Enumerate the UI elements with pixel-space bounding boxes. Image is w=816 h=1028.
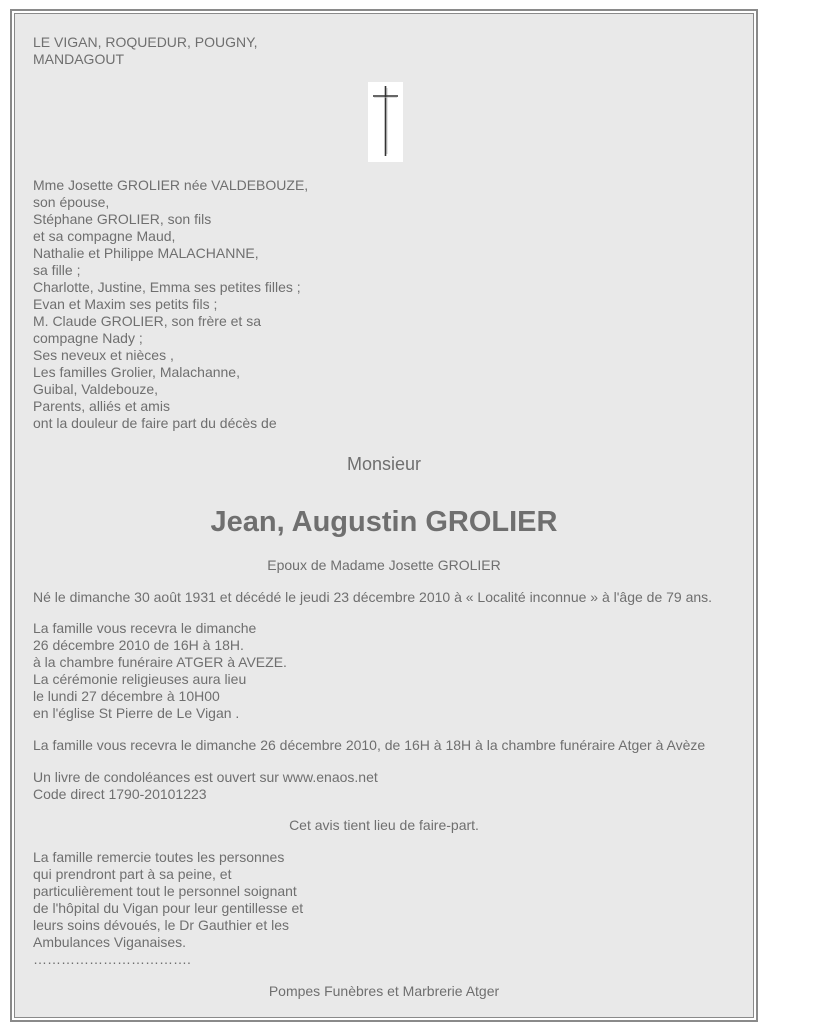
notice-panel	[14, 13, 754, 1018]
family-line: son épouse,	[33, 194, 110, 210]
family-line: Ses neveux et nièces ,	[33, 347, 174, 363]
family-line: Mme Josette GROLIER née VALDEBOUZE,	[33, 177, 309, 193]
dotted-separator: …………………………….	[33, 951, 191, 967]
ceremony-line: le lundi 27 décembre à 10H00	[33, 688, 220, 704]
family-line: sa fille ;	[33, 262, 81, 278]
family-line: Nathalie et Philippe MALACHANNE,	[33, 245, 259, 261]
family-line: M. Claude GROLIER, son frère et sa	[33, 313, 261, 329]
condolences-line: Un livre de condoléances est ouvert sur www.enaos.net	[33, 769, 378, 785]
family-line: ont la douleur de faire part du décès de	[33, 415, 277, 431]
locality-line: MANDAGOUT	[33, 51, 124, 67]
ceremony-line: à la chambre funéraire ATGER à AVEZE.	[33, 654, 287, 670]
family-line: Parents, alliés et amis	[33, 398, 170, 414]
thanks-line: particulièrement tout le personnel soignant	[33, 883, 297, 899]
family-line: Stéphane GROLIER, son fils	[33, 211, 212, 227]
thanks-line: La famille remercie toutes les personnes	[33, 849, 285, 865]
locality-line: LE VIGAN, ROQUEDUR, POUGNY,	[33, 34, 258, 50]
family-list	[33, 177, 308, 432]
spouse-line: Epoux de Madame Josette GROLIER	[267, 557, 501, 573]
faire-part-notice: Cet avis tient lieu de faire-part.	[289, 817, 479, 833]
family-line: et sa compagne Maud,	[33, 228, 176, 244]
family-line: compagne Nady ;	[33, 330, 143, 346]
ceremony-line: La famille vous recevra le dimanche	[33, 620, 257, 636]
condolences-info	[33, 769, 378, 803]
ceremony-line: en l'église St Pierre de Le Vigan .	[33, 705, 240, 721]
thanks-line: Ambulances Viganaises.	[33, 934, 187, 950]
deceased-name: Jean, Augustin GROLIER	[210, 506, 558, 538]
family-line: Guibal, Valdebouze,	[33, 381, 159, 397]
family-line: Les familles Grolier, Malachanne,	[33, 364, 240, 380]
family-line: Evan et Maxim ses petits fils ;	[33, 296, 218, 312]
honorific: Monsieur	[346, 454, 422, 474]
thanks-line: qui prendront part à sa peine, et	[33, 866, 232, 882]
thanks-line: de l'hôpital du Vigan pour leur gentillesse et	[33, 900, 304, 916]
visitation-line: La famille vous recevra le dimanche 26 décembre 2010, de 16H à 18H à la chambre funéraire Atger à Avèze	[33, 737, 706, 753]
ceremony-details	[33, 620, 287, 722]
birth-death-line: Né le dimanche 30 août 1931 et décédé le jeudi 23 décembre 2010 à « Localité inconnue » à l'âge de 79 ans.	[33, 589, 713, 605]
cross-icon	[368, 82, 403, 162]
notice-outer-frame	[10, 9, 758, 1022]
thanks-paragraph	[33, 849, 303, 951]
thanks-line: leurs soins dévoués, le Dr Gauthier et les	[33, 917, 290, 933]
funeral-home-signature: Pompes Funèbres et Marbrerie Atger	[268, 983, 500, 999]
locality-header	[33, 34, 258, 68]
ceremony-line: La cérémonie religieuses aura lieu	[33, 671, 247, 687]
condolences-code: Code direct 1790-20101223	[33, 786, 207, 802]
family-line: Charlotte, Justine, Emma ses petites filles ;	[33, 279, 301, 295]
ceremony-line: 26 décembre 2010 de 16H à 18H.	[33, 637, 244, 653]
